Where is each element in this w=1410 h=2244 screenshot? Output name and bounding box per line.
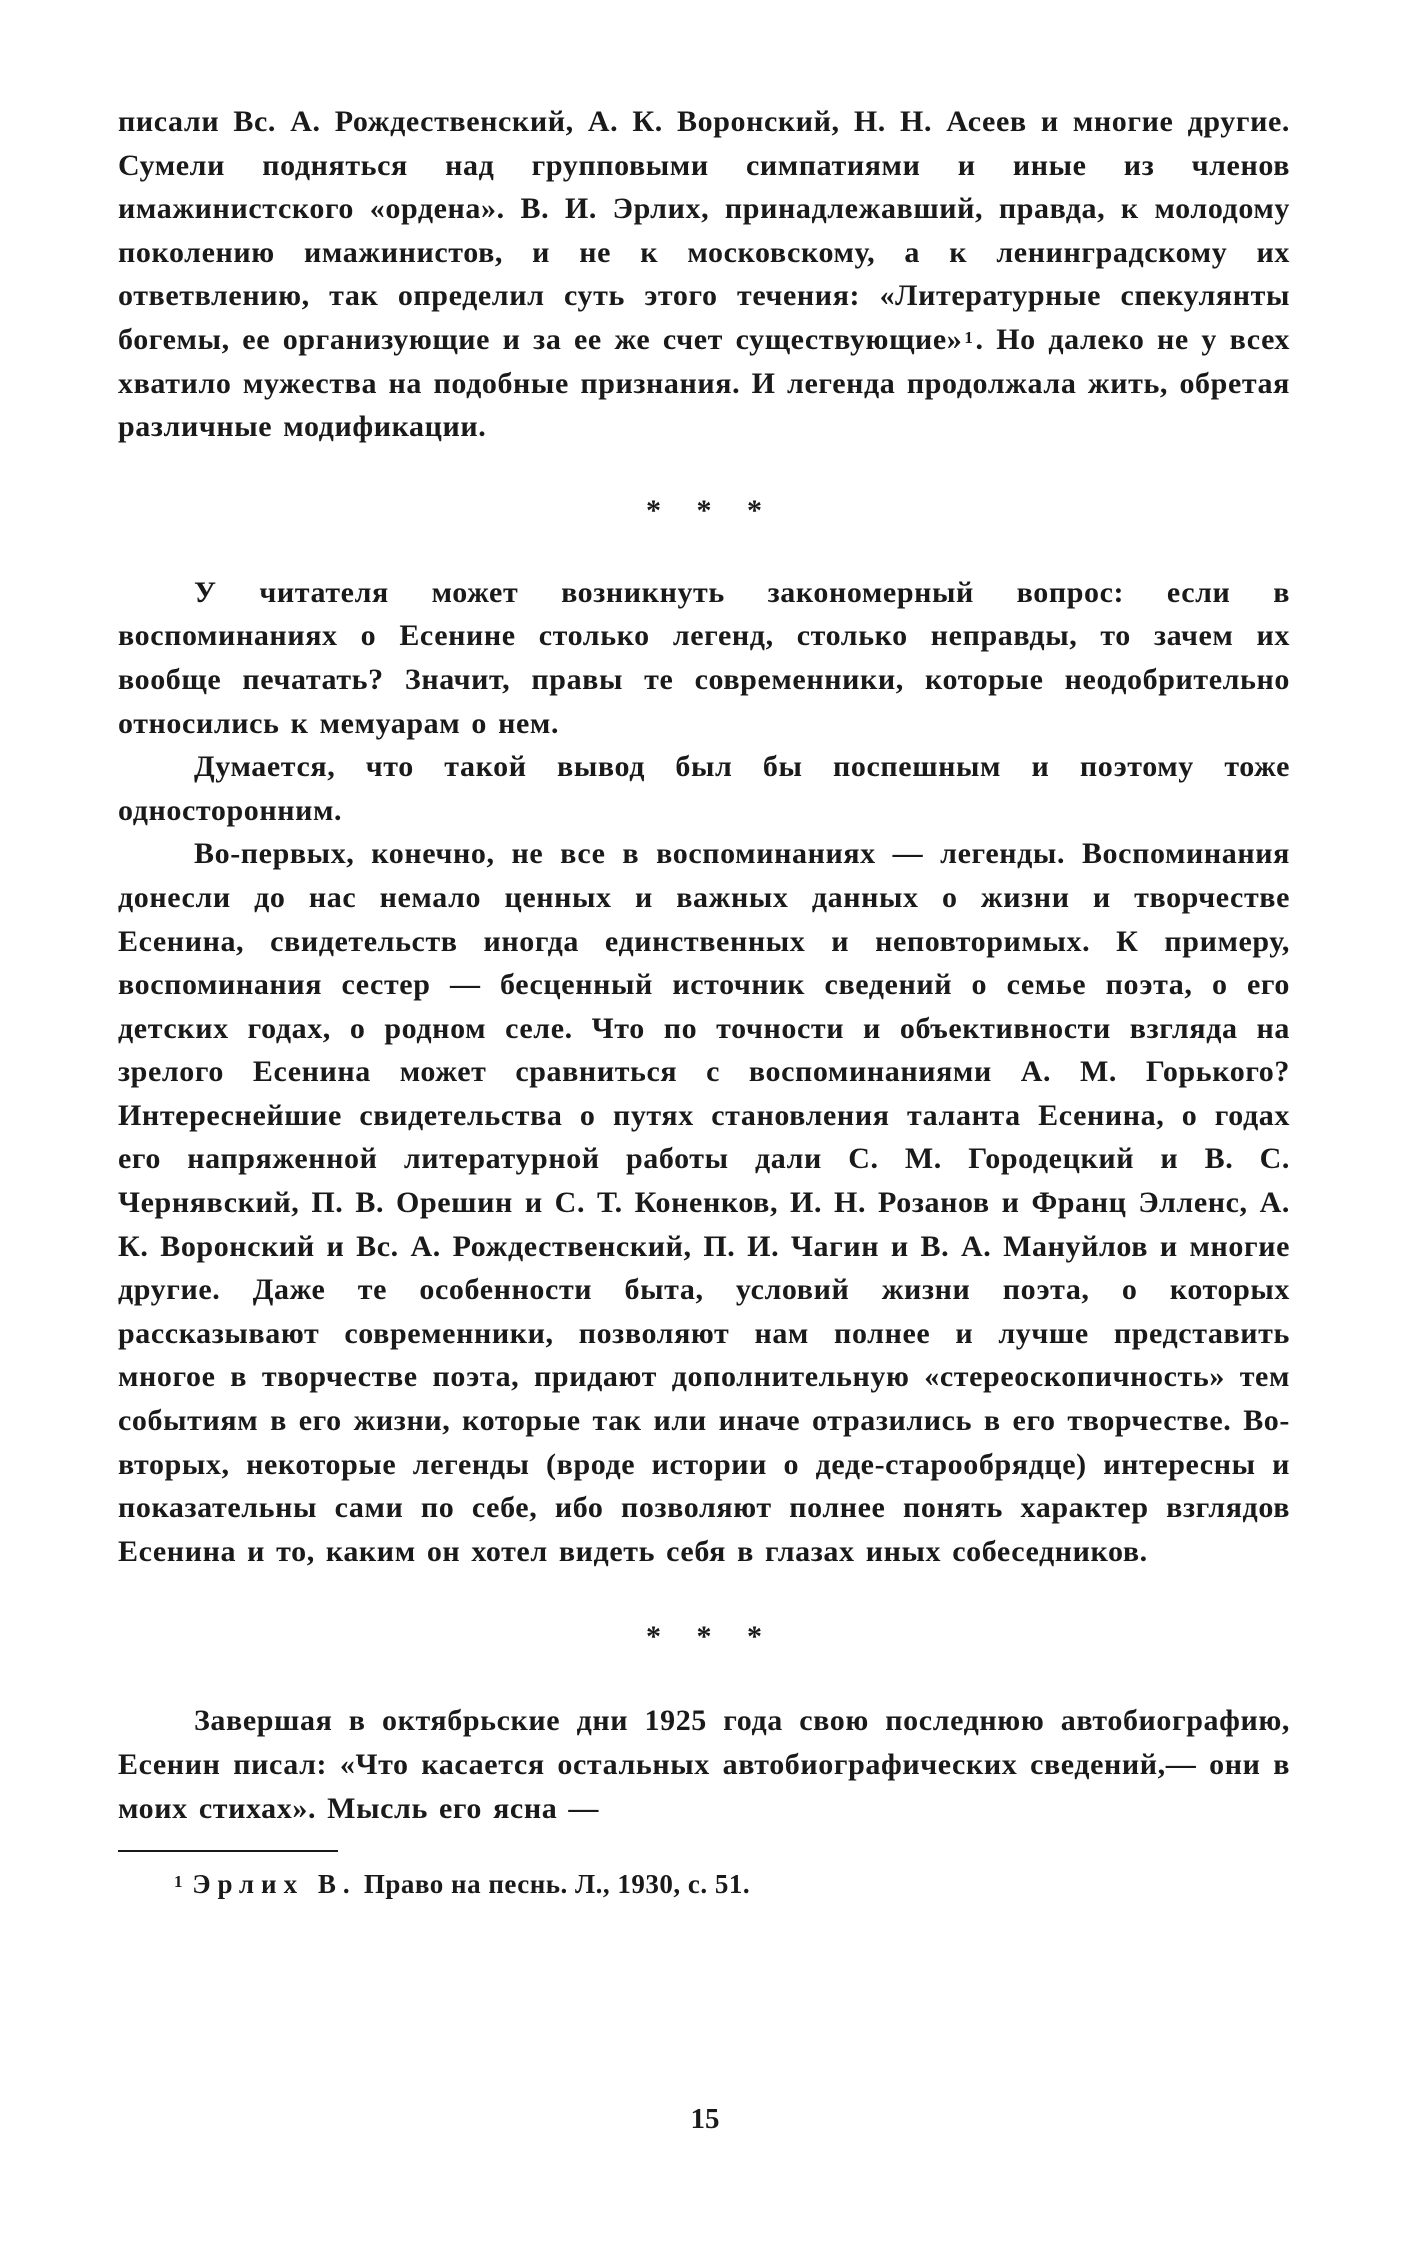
footnote-text: Право на песнь. Л., 1930, с. 51. — [363, 1869, 751, 1900]
section-separator: * * * — [646, 493, 776, 527]
page-number: 15 — [690, 2103, 720, 2135]
paragraph-arguments: Во-первых, конечно, не все в воспоминаниях — легенды. Воспоминания донесли до нас немало ценных и важных данных о жизни и творчестве Есенина, свидетельств иногда единственных и неповторимых. К примеру, воспоминания сестер — бесценный источник сведений о семье поэта, о его детских годах, о родном селе. Что по точности и объективности взгляда на зрелого Есенина может сравниться с воспоминаниями А. М. Горького? Интереснейшие свидетельства о путях становления таланта Есенина, о годах его напряженной литературной работы дали С. М. Городецкий и В. С. Чернявский, П. В. Орешин и С. Т. Коненков, И. Н. Розанов и Франц Элленс, А. К. Воронский и Вс. А. Рождественский, П. И. Чагин и В. А. Мануйлов и многие другие. Даже те особенности быта, условий жизни поэта, о которых рассказывают современники, позволяют нам полнее и лучше представить многое в творчестве поэта, придают дополнительную «стереоскопичность» тем событиям в его жизни, которые так или иначе отразились в его творчестве. Во-вторых, некоторые легенды (вроде истории о деде-старообрядце) интересны и показательны сами по себе, ибо позволяют полнее понять характер взглядов Есенина и то, каким он хотел видеть себя в глазах иных собеседников. — [118, 837, 1290, 1568]
section-separator: * * * — [646, 1620, 776, 1654]
footnote-mark: 1 — [174, 1872, 183, 1892]
footnote-author: Эрлих В. — [192, 1869, 357, 1900]
paragraph-question: У читателя может возникнуть закономерный вопрос: если в воспоминаниях о Есенине столько легенд, столько неправды, то зачем их вообще печатать? Значит, правы те современники, которые неодобрительно относились к мемуарам о нем. — [118, 575, 1290, 740]
footnote-divider — [118, 1850, 338, 1852]
paragraph-opening-text: писали Вс. А. Рождественский, А. К. Воронский, Н. Н. Асеев и многие другие. Сумели подняться над групповыми симпатиями и иные из членов имажинистского «ордена». В. И. Эрлих, принадлежавший, правда, к молодому поколению имажинистов, и не к московскому, а к ленинградскому их ответвлению, так определил суть этого течения: «Литературные спекулянты богемы, ее организующие и за ее же счет существующие» — [118, 105, 1290, 356]
footnote-reference: 1 — [964, 327, 974, 347]
footnote — [172, 1864, 1290, 1904]
paragraph-opening-continuation: . Но далеко не у всех хватило мужества на подобные признания. И легенда продолжала жить, обретая различные модификации. — [118, 322, 1290, 444]
document-page — [118, 100, 1290, 1904]
paragraph-conclusion: Думается, что такой вывод был бы поспешным и поэтому тоже односторонним. — [118, 750, 1290, 827]
paragraph-autobiography: Завершая в октябрьские дни 1925 года свою последнюю автобиографию, Есенин писал: «Что касается остальных автобиографических сведений,— они в моих стихах». Мысль его ясна — — [118, 1704, 1290, 1825]
paragraph-opening — [118, 100, 1290, 449]
